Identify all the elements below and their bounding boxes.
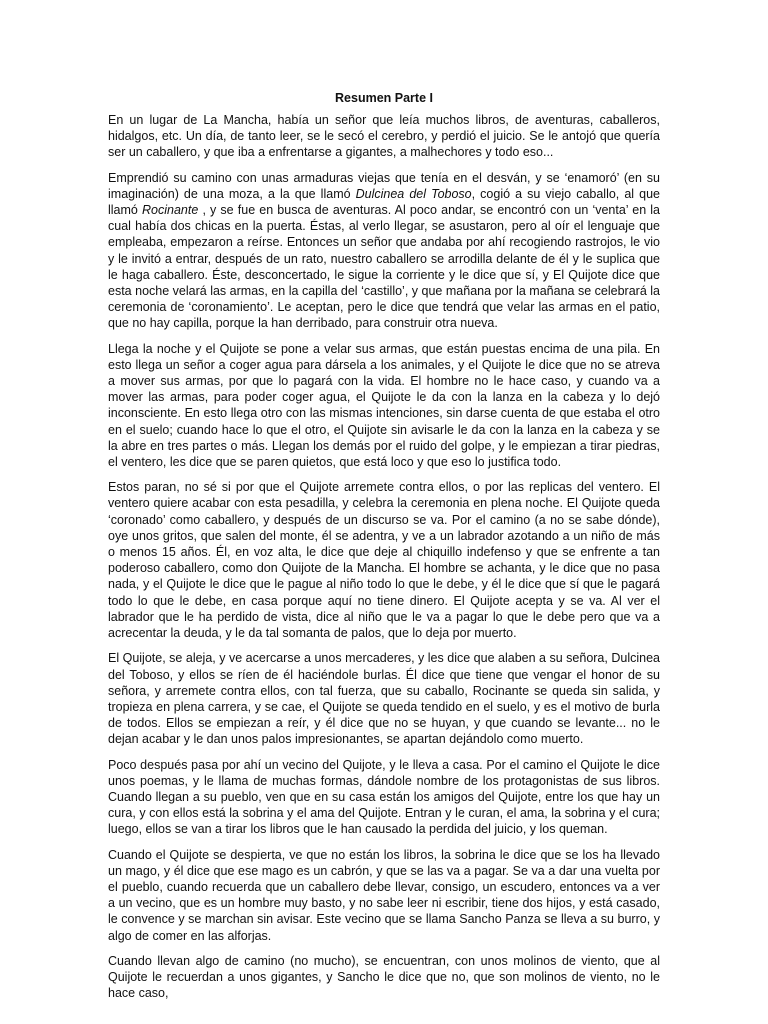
italic-name-rocinante: Rocinante xyxy=(142,203,199,218)
paragraph-8 xyxy=(108,953,660,1002)
paragraph-text: El Quijote, se aleja, y ve acercarse a unos mercaderes, y les dice que alaben a su señora, Dulcinea del Toboso, y ellos se ríen de él haciéndole burlas. Él dice que tiene que vengar el honor de su señora, y arremete contra ellos, con tal fuerza, que su caballo, Rocinante se queda sin salida, y tropieza en plena carrera, y se cae, el Quijote se queda tendido en el suelo, y es el motivo de burla de todos. Ellos se empiezan a reír, y él dice que no se huyan, y que cuando se levante... no le dejan acabar y le dan unos palos impresionantes, se apartan dejándolo como muerto. xyxy=(108,651,660,747)
paragraph-text: , cogió a su viejo caballo, al que llamó xyxy=(108,186,661,218)
paragraph-text: , y se fue en busca de aventuras. Al poco andar, se encontró con un ‘venta’ en la cual había dos chicas en la puerta. Éstas, al verlo llegar, se asustaron, pero al oír el lenguaje que empleaba, empezaron a reírse. Entonces un señor que andaba por ahí recogiendo rastrojos, le vio y le invitó a entrar, después de un rato, nuestro caballero se arrodilla delante de él y le suplica que le haga caballero. Éste, desconcertado, le sigue la corriente y le dice que sí, y El Quijote dice que esta noche velará las armas, en la capilla del ‘castillo’, y que mañana por la mañana se celebrará la ceremonia de ‘coronamiento’. Le aceptan, pero le dice que tendrá que velar las armas en el patio, que no hay capilla, porque la han derribado, para construir otra nueva. xyxy=(108,203,661,331)
paragraph-text: Poco después pasa por ahí un vecino del Quijote, y le lleva a casa. Por el camino el Quijote le dice unos poemas, y le llama de muchas formas, dándole nombre de los protagonistas de sus libros. Cuando llegan a su pueblo, ven que en su casa están los amigos del Quijote, entre los que hay un cura, y con ellos está la sobrina y el ama del Quijote. Entran y le curan, el ama, la sobrina y el cura; luego, ellos se van a tirar los libros que le han causado la perdida del juicio, y los queman. xyxy=(108,757,660,837)
paragraph-7 xyxy=(108,847,660,944)
paragraph-5 xyxy=(108,650,660,747)
paragraph-4 xyxy=(108,479,660,641)
paragraph-text: Cuando el Quijote se despierta, ve que no están los libros, la sobrina le dice que se los ha llevado un mago, y él dice que ese mago es un cabrón, y que se las va a pagar. Se va a dar una vuelta por el pueblo, cuando recuerda que un caballero debe llevar, consigo, un escudero, entonces va a ver a un vecino, que es un hombre muy basto, y no sabe leer ni escribir, tiene dos hijos, y está casado, le convence y se marchan sin avisar. Este vecino que se llama Sancho Panza se lleva a su burro, y algo de comer en las alforjas. xyxy=(108,847,660,943)
italic-name-dulcinea: Dulcinea del Toboso xyxy=(355,186,472,201)
paragraph-text: Emprendió su camino con unas armaduras viejas que tenía en el desván, y se ‘enamoró’ (en su imaginación) de una moza, a la que llamó xyxy=(108,170,660,201)
paragraph-3 xyxy=(108,341,660,471)
paragraph-2 xyxy=(108,170,660,332)
paragraph-6 xyxy=(108,757,660,838)
paragraph-1 xyxy=(108,112,660,161)
paragraph-text: Cuando llevan algo de camino (no mucho), se encuentran, con unos molinos de viento, que al Quijote le recuerdan a unos gigantes, y Sancho le dice que no, que son molinos de viento, no le hace caso, xyxy=(108,953,660,1001)
document-page xyxy=(108,90,660,1010)
paragraph-text: En un lugar de La Mancha, había un señor que leía muchos libros, de aventuras, caballeros, hidalgos, etc. Un día, de tanto leer, se le secó el cerebro, y perdió el juicio. Se le antojó que quería ser un caballero, y que iba a enfrentarse a gigantes, a malhechores y todo eso... xyxy=(108,113,660,160)
paragraph-text: Llega la noche y el Quijote se pone a velar sus armas, que están puestas encima de una pila. En esto llega un señor a coger agua para dársela a los animales, y el Quijote le dice que no se atreva a mover sus armas, por que lo pagará con la vida. El hombre no le hace caso, y cuando va a mover las armas, para poder coger agua, el Quijote le da con la lanza en la cabeza y lo dejó inconsciente. En esto llega otro con las mismas intenciones, sin darse cuenta de que estaba el otro en el suelo; cuando hace lo que el otro, el Quijote sin avisarle le da con la lanza en la cabeza y se la abre en tres partes o más. Llegan los demás por el ruido del golpe, y le empiezan a tirar piedras, el ventero, les dice que se paren quietos, que está loco y que eso lo justifica todo. xyxy=(108,341,660,470)
paragraph-text: Estos paran, no sé si por que el Quijote arremete contra ellos, o por las replicas del ventero. El ventero quiere acabar con esta pesadilla, y celebra la ceremonia en plena noche. El Quijote queda ‘coronado’ como caballero, y después de un discurso se va. Por el camino (a no se sabe dónde), oye unos gritos, que salen del monte, él se adentra, y ve a un labrador azotando a un niño de más o menos 15 años. Él, en voz alta, le dice que deje al chiquillo indefenso y que se enfrente a tan poderoso caballero, como don Quijote de la Mancha. El hombre se achanta, y le dice que no pasa nada, y el Quijote le dice que le pague al niño todo lo que le debe, y él le dice que sí que le pagará todo lo que le debe, en casa porque aquí no tiene dinero. El Quijote acepta y se va. Al ver el labrador que le ha perdido de vista, dice al niño que le va a pagar lo que le debe pero que va a acrecentar la deuda, y le da tal somanta de palos, que lo deja por muerto. xyxy=(108,480,660,641)
document-title: Resumen Parte I xyxy=(335,91,433,105)
